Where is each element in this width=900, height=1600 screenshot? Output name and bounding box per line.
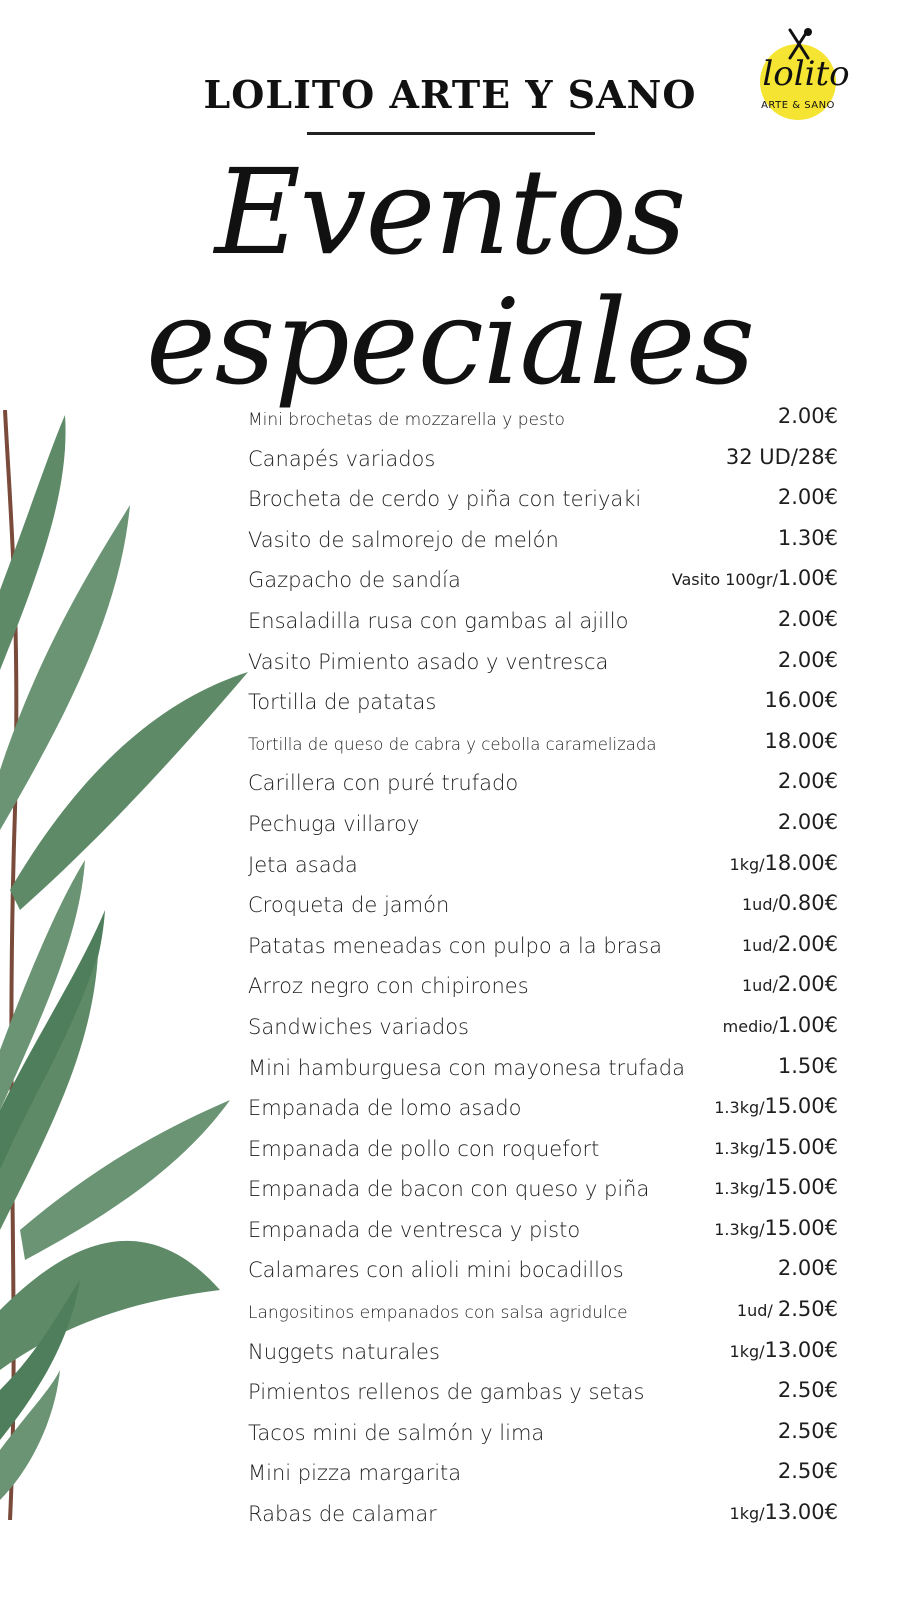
menu-item-name: Patatas meneadas con pulpo a la brasa [248,933,662,958]
menu-item-unit: 1.3kg/ [714,1219,765,1239]
menu-item-unit: 1ud/ [736,1301,778,1321]
menu-item-name: Canapés variados [248,446,436,471]
menu-item-price [714,1216,838,1240]
menu-item [248,723,848,764]
menu-item-price [737,1297,838,1321]
menu-item-name: Mini hamburguesa con mayonesa trufada [248,1055,685,1080]
menu-item [248,763,848,804]
menu-item-name: Vasito de salmorejo de melón [248,527,559,552]
menu-item [248,1250,848,1291]
menu-item-price-value: 1.00€ [777,566,838,591]
menu-item [248,439,848,480]
menu-item-price-value: 2.50€ [777,1297,838,1322]
menu-item [248,1129,848,1170]
menu-item-price [726,445,838,469]
menu-item [248,479,848,520]
menu-item [248,1088,848,1129]
menu-item-unit: 1.3kg/ [714,1098,765,1118]
menu-item [248,1210,848,1251]
menu-item-price [730,1500,838,1524]
menu-item-price-value: 2.00€ [777,647,838,672]
menu-item-name: Mini brochetas de mozzarella y pesto [248,410,565,430]
menu-item-name: Brocheta de cerdo y piña con teriyaki [248,487,642,512]
menu-item-name: Jeta asada [248,852,358,877]
menu-item-price-value: 0.80€ [777,891,838,916]
menu-item-price [778,1256,838,1280]
menu-item-name: Langositinos empanados con salsa agridulce [248,1303,628,1324]
menu-item-price-value: 18.00€ [764,850,838,875]
menu-item-price-value: 15.00€ [764,1175,838,1200]
menu-item [248,1453,848,1494]
menu-item-price-value: 2.00€ [777,485,838,510]
menu-item-price [778,810,838,834]
menu-item-unit: 1kg/ [729,1504,765,1524]
menu-item-price [742,891,838,915]
menu-item-price [714,1135,838,1159]
menu-item [248,845,848,886]
menu-item-price [778,607,838,631]
menu-item-price [765,688,838,712]
menu-item [248,926,848,967]
menu-item-name: Nuggets naturales [248,1339,440,1364]
menu-item [248,1048,848,1089]
eucalyptus-leaves-decoration [0,410,270,1520]
menu-item [248,1291,848,1332]
logo-word: lolito [762,54,850,94]
menu-item [248,560,848,601]
menu-item-price-value: 2.50€ [777,1459,838,1484]
menu-item-price-value: 1.50€ [777,1053,838,1078]
menu-item-unit: medio/ [722,1016,778,1036]
menu-item-price [778,485,838,509]
logo-tagline: ARTE & SANO [761,100,835,111]
menu-item-price [730,1338,838,1362]
menu-item-name: Arroz negro con chipirones [248,974,529,999]
menu-item-price-value: 15.00€ [764,1215,838,1240]
menu-item-unit: 1ud/ [742,976,778,996]
menu-item-price [765,729,838,753]
menu-item-price [778,404,838,428]
menu-item-price-value: 13.00€ [764,1500,838,1525]
menu-item-unit: 1ud/ [742,935,778,955]
menu-item-name: Calamares con alioli mini bocadillos [248,1258,624,1283]
menu-item-price-value: 2.00€ [777,972,838,997]
menu-item-name: Ensaladilla rusa con gambas al ajillo [248,608,629,633]
menu-item-price-value: 16.00€ [764,688,838,713]
menu-item-price-value: 2.00€ [777,404,838,428]
menu-item-price [778,1419,838,1443]
menu-item [248,804,848,845]
menu-item [248,1007,848,1048]
menu-item-name: Tortilla de patatas [248,690,437,715]
menu-item-price [714,1094,838,1118]
menu-item-name: Empanada de bacon con queso y piña [248,1177,650,1202]
menu-item-name: Empanada de lomo asado [248,1096,522,1121]
menu-item-price-value: 2.00€ [777,769,838,794]
menu-item-price-value: 2.00€ [777,931,838,956]
menu-item-price [742,932,838,956]
menu-item-price [778,648,838,672]
menu-item-price [730,851,838,875]
menu-item-price-value: 15.00€ [764,1134,838,1159]
menu-item-price [778,1459,838,1483]
menu-item-price [778,769,838,793]
menu-item-price-value: 2.00€ [777,1256,838,1281]
menu-item [248,398,848,439]
logo [738,26,878,126]
menu-item-price [778,1378,838,1402]
menu-item-price [723,1013,838,1037]
menu-item-price [778,1054,838,1078]
menu-item-price [742,972,838,996]
menu-item-price [672,566,838,590]
menu-item [248,1372,848,1413]
menu-item-price [778,526,838,550]
menu-item [248,1413,848,1454]
menu-item-price-value: 1.30€ [777,525,838,550]
menu-item [248,966,848,1007]
menu-item-name: Empanada de ventresca y pisto [248,1217,581,1242]
menu-item [248,520,848,561]
menu-item-name: Pimientos rellenos de gambas y setas [248,1380,645,1405]
menu-item-unit: 1ud/ [742,895,778,915]
menu-item-name: Pechuga villaroy [248,811,420,836]
menu-item [248,642,848,683]
menu-item-price [714,1175,838,1199]
menu-item-price-value: 15.00€ [764,1094,838,1119]
page-title: Eventos especiales [145,143,755,411]
restaurant-name: LOLITO ARTE Y SANO [203,72,697,117]
menu-list [248,398,848,1535]
menu-item [248,1169,848,1210]
menu-item-price-value: 1.00€ [777,1012,838,1037]
menu-item-unit: 1.3kg/ [714,1179,765,1199]
menu-item [248,1332,848,1373]
menu-item-name: Carillera con puré trufado [248,771,519,796]
menu-item [248,885,848,926]
menu-item-unit: Vasito 100gr/ [671,570,778,590]
menu-item-price-value: 2.00€ [777,809,838,834]
menu-item-name: Tortilla de queso de cabra y cebolla caramelizada [248,734,657,754]
heading-divider [307,132,595,135]
menu-item-price-value: 32 UD/28€ [725,444,838,469]
menu-item [248,601,848,642]
menu-item-name: Sandwiches variados [248,1014,469,1039]
menu-item-name: Rabas de calamar [248,1502,437,1527]
menu-item-name: Croqueta de jamón [248,893,450,918]
menu-item-unit: 1.3kg/ [714,1138,765,1158]
menu-item-name: Mini pizza margarita [248,1461,462,1486]
menu-item [248,682,848,723]
menu-item [248,1494,848,1535]
menu-item-price-value: 2.50€ [777,1378,838,1403]
menu-item-name: Gazpacho de sandía [248,568,461,593]
menu-item-name: Vasito Pimiento asado y ventresca [248,649,609,674]
menu-item-name: Tacos mini de salmón y lima [248,1420,545,1445]
menu-item-price-value: 13.00€ [764,1337,838,1362]
menu-item-unit: 1kg/ [729,854,765,874]
menu-item-unit: 1kg/ [729,1341,765,1361]
menu-item-price-value: 2.50€ [777,1418,838,1443]
menu-item-price-value: 18.00€ [764,728,838,753]
menu-item-name: Empanada de pollo con roquefort [248,1136,600,1161]
menu-item-price-value: 2.00€ [777,606,838,631]
